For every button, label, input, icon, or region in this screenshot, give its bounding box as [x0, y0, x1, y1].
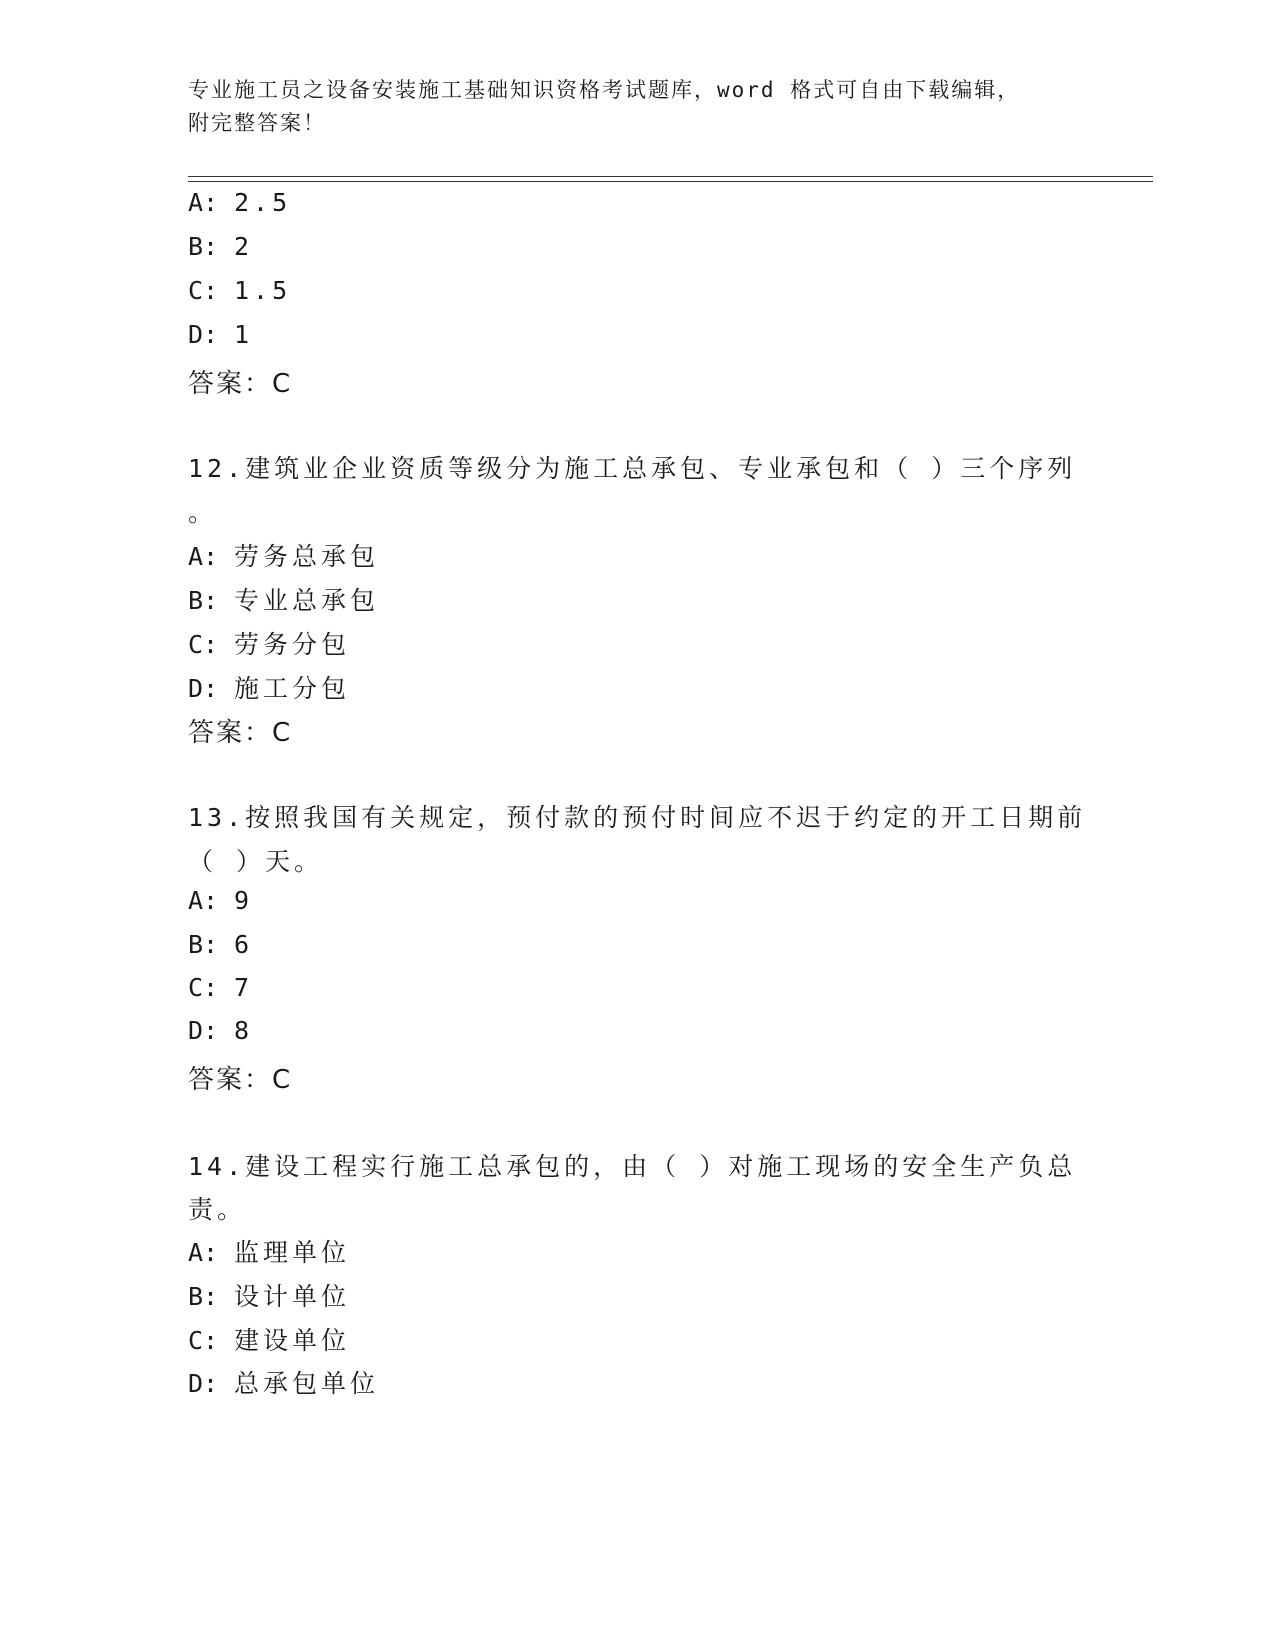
- answer-12: 答案：C: [188, 718, 293, 748]
- header-title-line1: 专业施工员之设备安装施工基础知识资格考试题库，word 格式可自由下载编辑，: [188, 78, 1021, 102]
- question-12-line2: 。: [188, 498, 218, 527]
- option-d: D: 1: [188, 320, 254, 349]
- option-c: C: 7: [188, 973, 254, 1002]
- option-b: B: 设计单位: [188, 1282, 351, 1311]
- option-b: B: 专业总承包: [188, 586, 380, 615]
- option-d: D: 8: [188, 1016, 254, 1045]
- option-a: A: 2.5: [188, 188, 292, 217]
- option-c: C: 建设单位: [188, 1326, 351, 1355]
- question-12-line1: 12.建筑业企业资质等级分为施工总承包、专业承包和（ ）三个序列: [188, 454, 1077, 483]
- option-b: B: 2: [188, 232, 254, 261]
- answer-13: 答案：C: [188, 1065, 293, 1095]
- question-14-line2: 责。: [188, 1195, 247, 1224]
- document-header: [188, 74, 1088, 140]
- option-d: D: 总承包单位: [188, 1369, 380, 1398]
- option-c: C: 劳务分包: [188, 630, 351, 659]
- option-c: C: 1.5: [188, 276, 292, 305]
- option-b: B: 6: [188, 930, 254, 959]
- header-divider-top: [188, 176, 1153, 177]
- question-13-line2: （ ）天。: [188, 847, 324, 876]
- question-14-line1: 14.建设工程实行施工总承包的，由（ ）对施工现场的安全生产负总: [188, 1152, 1077, 1181]
- option-a: A: 监理单位: [188, 1238, 351, 1267]
- answer-11: 答案：C: [188, 369, 293, 399]
- option-a: A: 9: [188, 886, 254, 915]
- question-13-line1: 13.按照我国有关规定，预付款的预付时间应不迟于约定的开工日期前: [188, 803, 1087, 832]
- header-divider-bottom: [188, 181, 1153, 182]
- option-a: A: 劳务总承包: [188, 542, 380, 571]
- header-title-line2: 附完整答案！: [188, 111, 326, 135]
- option-d: D: 施工分包: [188, 674, 351, 703]
